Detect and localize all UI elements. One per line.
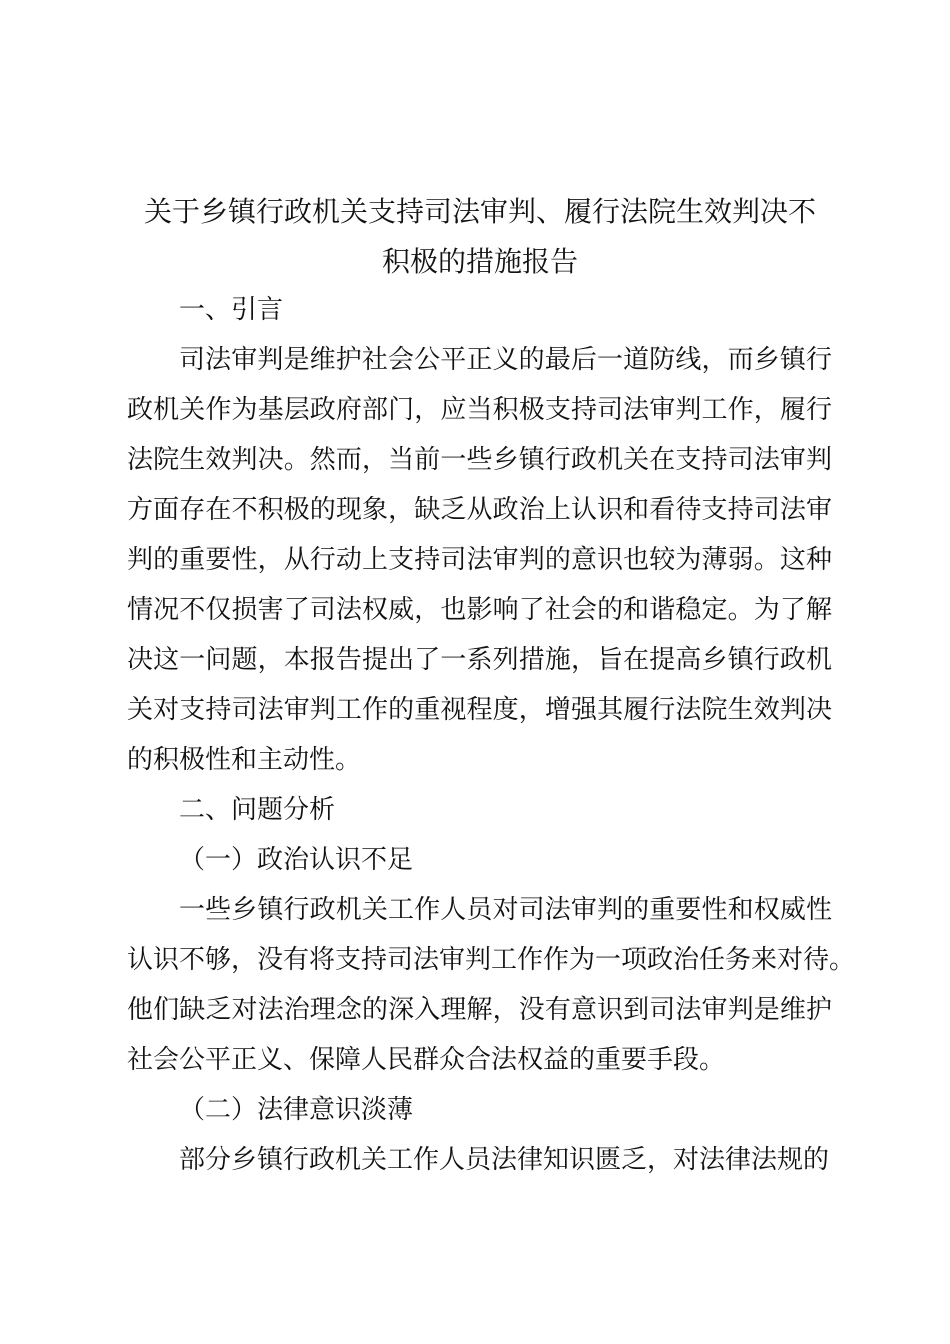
paragraph-line: 部分乡镇行政机关工作人员法律知识匮乏，对法律法规的 <box>179 1145 830 1175</box>
paragraph-introduction <box>127 335 832 785</box>
subsection-heading-legal-awareness: （二）法律意识淡薄 <box>179 1095 414 1125</box>
paragraph-line: 一些乡镇行政机关工作人员对司法审判的重要性和权威性 <box>179 895 832 925</box>
paragraph-line: 情况不仅损害了司法权威，也影响了社会的和谐稳定。为了解 <box>127 595 832 625</box>
document-title <box>120 187 840 287</box>
subsection-heading-political-awareness: （一）政治认识不足 <box>179 845 414 875</box>
paragraph-line: 关对支持司法审判工作的重视程度，增强其履行法院生效判决 <box>127 695 832 725</box>
paragraph-line: 社会公平正义、保障人民群众合法权益的重要手段。 <box>127 1045 726 1075</box>
paragraph-political-awareness <box>127 885 856 1085</box>
section-heading-problem-analysis: 二、问题分析 <box>179 795 336 825</box>
paragraph-line: 政机关作为基层政府部门，应当积极支持司法审判工作，履行 <box>127 395 832 425</box>
paragraph-line: 司法审判是维护社会公平正义的最后一道防线，而乡镇行 <box>179 345 832 375</box>
paragraph-line: 判的重要性，从行动上支持司法审判的意识也较为薄弱。这种 <box>127 545 832 575</box>
paragraph-line: 法院生效判决。然而，当前一些乡镇行政机关在支持司法审判 <box>127 445 832 475</box>
paragraph-line: 认识不够，没有将支持司法审判工作作为一项政治任务来对待。 <box>127 945 856 975</box>
section-heading-introduction: 一、引言 <box>179 295 284 325</box>
paragraph-line: 的积极性和主动性。 <box>127 745 362 775</box>
title-line-1: 关于乡镇行政机关支持司法审判、履行法院生效判决不 <box>143 195 816 228</box>
paragraph-line: 决这一问题，本报告提出了一系列措施，旨在提高乡镇行政机 <box>127 645 832 675</box>
paragraph-legal-awareness <box>127 1135 832 1185</box>
paragraph-line: 他们缺乏对法治理念的深入理解，没有意识到司法审判是维护 <box>127 995 832 1025</box>
document-body <box>127 285 856 1185</box>
title-line-2: 积极的措施报告 <box>381 245 578 278</box>
paragraph-line: 方面存在不积极的现象，缺乏从政治上认识和看待支持司法审 <box>127 495 832 525</box>
